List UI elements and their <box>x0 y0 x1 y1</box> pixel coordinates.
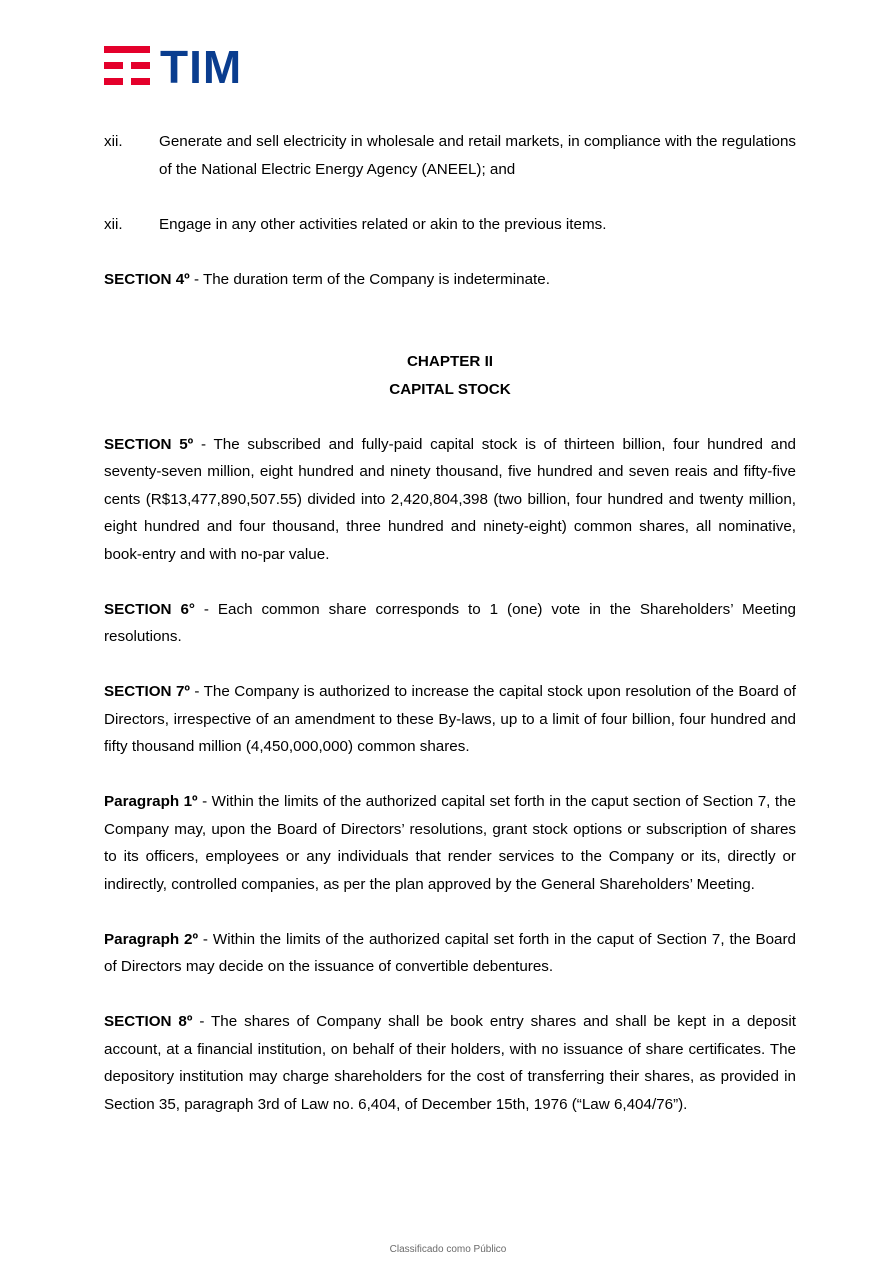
paragraph-text: - Within the limits of the authorized capital set forth in the caput of Section 7, the Board of Directors may decide on the issuance of convertible debentures. <box>104 930 796 975</box>
list-item <box>104 211 796 239</box>
section-8 <box>104 1008 796 1118</box>
section-label: SECTION 8º <box>104 1013 193 1030</box>
section-label: SECTION 4º <box>104 270 190 288</box>
section-label: SECTION 6° <box>104 600 195 618</box>
logo-text: TIM <box>160 41 243 93</box>
paragraph-2 <box>104 926 796 981</box>
section-text: - The duration term of the Company is indeterminate. <box>189 270 550 288</box>
tim-logo-mark-icon <box>104 46 150 86</box>
paragraph-label: Paragraph 2º <box>104 930 199 948</box>
company-logo <box>104 41 243 93</box>
section-text: - Each common share corresponds to 1 (one) vote in the Shareholders’ Meeting resolutions. <box>104 600 796 645</box>
chapter-heading <box>104 348 796 403</box>
section-text: - The shares of Company shall be book entry shares and shall be kept in a deposit account, at a financial institution, on behalf of their holders, with no issuance of share certificates. The depository institution may charge shareholders for the cost of transferring their shares, as provided in Section 35, paragraph 3rd of Law no. 6,404, of December 15th, 1976 (“Law 6,404/76”). <box>104 1013 796 1113</box>
document-body <box>104 128 796 1146</box>
section-4 <box>104 266 796 294</box>
list-item-text: Engage in any other activities related or akin to the previous items. <box>159 215 607 233</box>
paragraph-1 <box>104 788 796 898</box>
list-item-text: Generate and sell electricity in wholesale and retail markets, in compliance with the regulations of the National Electric Energy Agency (ANEEL); and <box>159 133 796 178</box>
list-item-number: xii. <box>104 215 123 233</box>
classification-footer: Classificado como Público <box>389 1244 507 1255</box>
section-6 <box>104 596 796 651</box>
paragraph-text: - Within the limits of the authorized capital set forth in the caput section of Section 7, the Company may, upon the Board of Directors’ resolutions, grant stock options or subscription of shares to its officers, employees or any individuals that render services to the Company or its, directly or indirectly, controlled companies, as per the plan approved by the General Shareholders’ Meeting. <box>104 793 796 893</box>
section-text: - The Company is authorized to increase the capital stock upon resolution of the Board of Directors, irrespective of an amendment to these By-laws, up to a limit of four billion, four hundred and fifty thousand million (4,450,000,000) common shares. <box>104 683 796 755</box>
section-text: - The subscribed and fully-paid capital stock is of thirteen billion, four hundred and seventy-seven million, eight hundred and ninety thousand, five hundred and seven reais and fifty-five cents (R$13,477,890,507.55) divided into 2,420,804,398 (two billion, four hundred and twenty million, eight hundred and four thousand, three hundred and ninety-eight) common shares, all nominative, book-entry and with no-par value. <box>104 435 796 563</box>
section-7 <box>104 678 796 761</box>
section-label: SECTION 7º <box>104 683 190 700</box>
section-5 <box>104 431 796 569</box>
list-item-number: xii. <box>104 133 123 150</box>
list-item <box>104 128 796 183</box>
chapter-title: CAPITAL STOCK <box>389 380 511 398</box>
paragraph-label: Paragraph 1º <box>104 793 198 810</box>
section-label: SECTION 5º <box>104 435 194 453</box>
chapter-number: CHAPTER II <box>406 353 494 370</box>
